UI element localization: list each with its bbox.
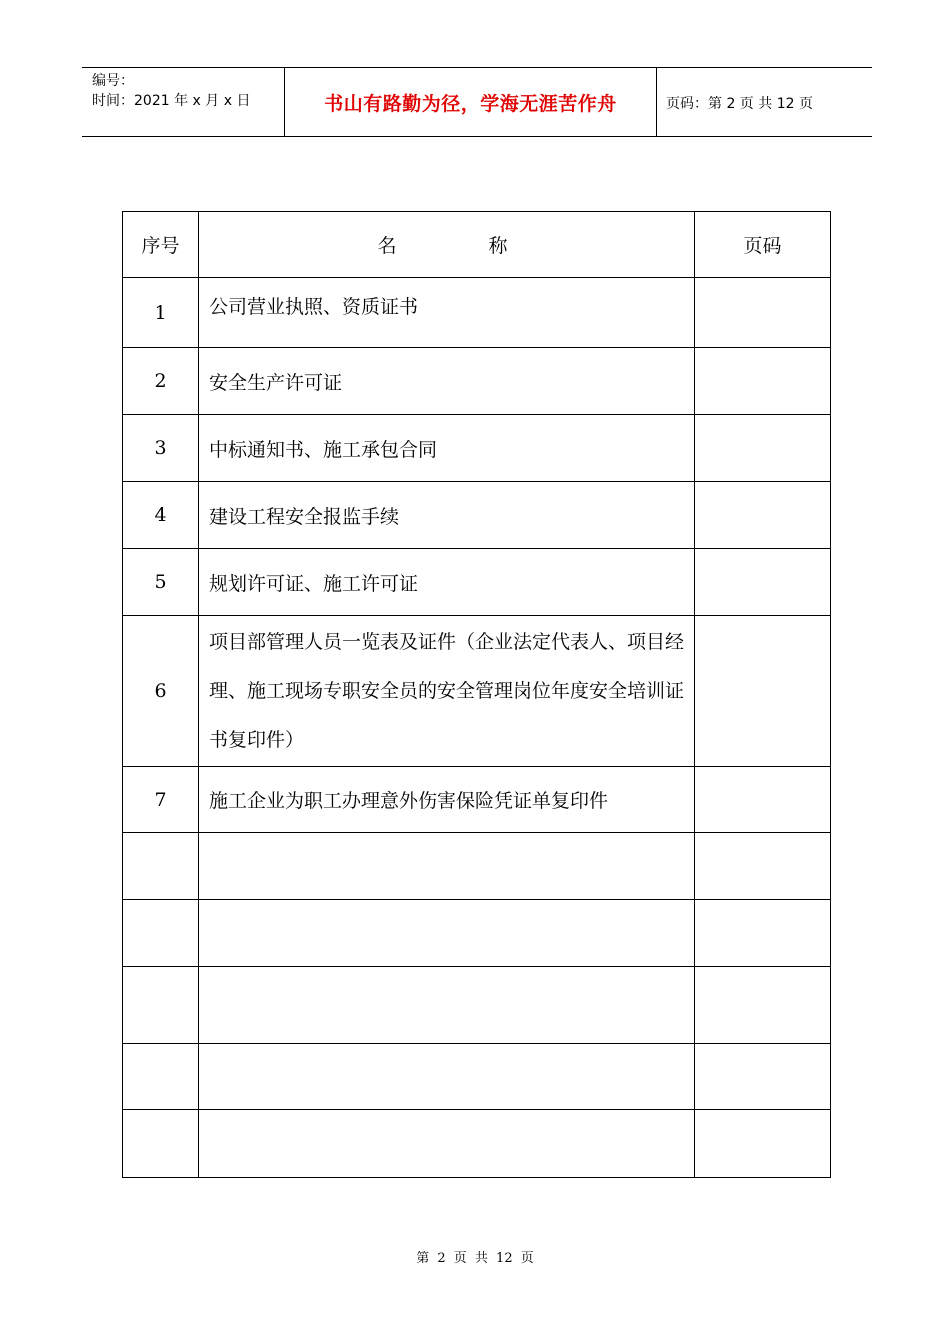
row-no: 4 bbox=[123, 482, 199, 549]
header-motto: 书山有路勤为径，学海无涯苦作舟 bbox=[324, 92, 617, 115]
header-page-info: 页码：第 2 页 共 12 页 bbox=[666, 96, 813, 112]
table-row bbox=[123, 549, 831, 616]
table-row bbox=[123, 415, 831, 482]
page-header bbox=[82, 67, 872, 137]
row-page bbox=[695, 348, 831, 415]
row-no: 7 bbox=[123, 767, 199, 833]
row-no bbox=[123, 967, 199, 1044]
table-row bbox=[123, 1110, 831, 1178]
row-page bbox=[695, 967, 831, 1044]
row-name: 规划许可证、施工许可证 bbox=[199, 549, 695, 616]
row-name bbox=[199, 833, 695, 900]
table-header-row bbox=[123, 212, 831, 278]
row-page bbox=[695, 549, 831, 616]
row-no: 3 bbox=[123, 415, 199, 482]
row-page bbox=[695, 1044, 831, 1110]
row-name: 中标通知书、施工承包合同 bbox=[199, 415, 695, 482]
contents-table bbox=[122, 211, 831, 1178]
row-no bbox=[123, 900, 199, 967]
header-name bbox=[199, 212, 695, 278]
header-meta bbox=[92, 71, 250, 111]
row-name: 安全生产许可证 bbox=[199, 348, 695, 415]
table-row bbox=[123, 767, 831, 833]
row-name: 建设工程安全报监手续 bbox=[199, 482, 695, 549]
row-no: 2 bbox=[123, 348, 199, 415]
header-page: 页码 bbox=[695, 212, 831, 278]
row-page bbox=[695, 616, 831, 767]
row-no bbox=[123, 1044, 199, 1110]
row-name bbox=[199, 1110, 695, 1178]
row-no bbox=[123, 1110, 199, 1178]
row-page bbox=[695, 833, 831, 900]
row-name: 公司营业执照、资质证书 bbox=[199, 278, 695, 348]
table-row bbox=[123, 967, 831, 1044]
header-name-text: 名称 bbox=[377, 235, 600, 257]
row-page bbox=[695, 415, 831, 482]
page-footer: 第 2 页 共 12 页 bbox=[416, 1251, 534, 1266]
table-row bbox=[123, 616, 831, 767]
table-row bbox=[123, 278, 831, 348]
row-name bbox=[199, 900, 695, 967]
row-name: 项目部管理人员一览表及证件（企业法定代表人、项目经理、施工现场专职安全员的安全管理岗位年度安全培训证书复印件） bbox=[199, 616, 695, 767]
row-no bbox=[123, 833, 199, 900]
row-no: 1 bbox=[123, 278, 199, 348]
table-row bbox=[123, 900, 831, 967]
time-label: 时间：2021 年 x 月 x 日 bbox=[92, 93, 251, 109]
row-page bbox=[695, 767, 831, 833]
row-page bbox=[695, 900, 831, 967]
row-name bbox=[199, 1044, 695, 1110]
table-row bbox=[123, 348, 831, 415]
row-no: 6 bbox=[123, 616, 199, 767]
table-row bbox=[123, 833, 831, 900]
row-page bbox=[695, 1110, 831, 1178]
row-name bbox=[199, 967, 695, 1044]
table-row bbox=[123, 482, 831, 549]
table-row bbox=[123, 1044, 831, 1110]
row-name: 施工企业为职工办理意外伤害保险凭证单复印件 bbox=[199, 767, 695, 833]
row-page bbox=[695, 482, 831, 549]
header-no: 序号 bbox=[123, 212, 199, 278]
number-label: 编号： bbox=[92, 73, 134, 89]
row-page bbox=[695, 278, 831, 348]
header-divider bbox=[656, 68, 657, 136]
row-no: 5 bbox=[123, 549, 199, 616]
